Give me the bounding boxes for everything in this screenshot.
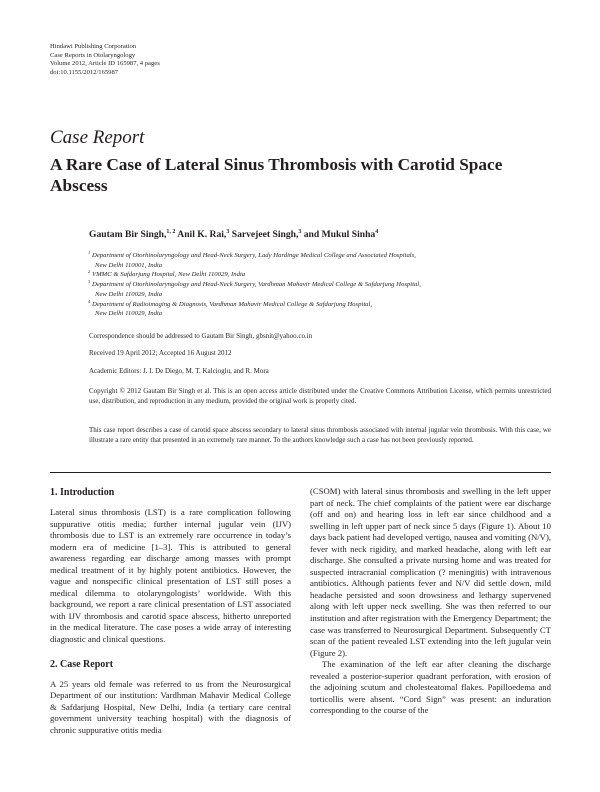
divider [50, 472, 551, 473]
author-affiliation-marker: 3 [298, 229, 302, 235]
affiliation-line: Department of Otorhinolaryngology and Head-Neck Surgery, Lady Hardinge Medical College and Associated Hospitals, [92, 252, 416, 259]
author-affiliation-marker: 4 [375, 229, 379, 235]
author-name: Mukul Sinha [321, 229, 376, 241]
article-title: A Rare Case of Lateral Sinus Thrombosis with Carotid Space Abscess [50, 155, 503, 195]
case-report-continued-paragraph: (CSOM) with lateral sinus thrombosis and swelling in the left upper part of neck. The chief complaints of the patient were ear discharge (off and on) and hearing loss in left ear since childhood and a swelling in left upper part of neck since 5 days (Figure 1). About 10 days back patient had developed vertigo, nausea and vomiting (N/V), fever with neck rigidity, and marked headache, along with left ear discharge. She consulted a private nursing home and was treated for suspected intracranial complication (? meningitis) with intravenous antibiotics. Although patients fever and N/V did settle down, mild headache persisted and soon drowsiness and lethargy supervened along with left upper neck swelling. She was then referred to our institution and after registration with the Emergency Department; the case was transferred to Neurosurgical Department. Subsequently CT scan of the patient revealed LST extending into the left jugular vein (Figure 2). [310, 486, 552, 658]
case-report-paragraph: A 25 years old female was referred to us from the Neurosurgical Department of our institution: Vardhman Mahavir Medical College & Safdarjung Hospital, New Delhi, India (a tertiary care central government university teaching hospital) with the diagnosis of chronic suppurative otitis media [50, 678, 291, 735]
copyright-notice: Copyright © 2012 Gautam Bir Singh et al. This is an open access article distributed under the Creative Commons Attribution License, which permits unrestricted use, distribution, and reproduction in any medium, provided the original work is properly cited. [89, 387, 551, 406]
author-list [89, 229, 378, 240]
section-heading-case-report: 2. Case Report [50, 658, 114, 670]
volume-line: Volume 2012, Article ID 165987, 4 pages [50, 60, 160, 68]
affiliation-number: 1 [88, 250, 91, 255]
doi-line: doi:10.1155/2012/165987 [50, 68, 119, 76]
correspondence: Correspondence should be addressed to Gautam Bir Singh, gbsnit@yahoo.co.in [89, 332, 313, 340]
affiliation-item [89, 270, 559, 280]
article-type: Case Report [50, 127, 145, 148]
affiliation-line: Department of Otorhinolaryngology and Head-Neck Surgery, Vardhman Mahavir Medical College & Safdarjung Hospital, [92, 281, 421, 289]
affiliation-line-continued: New Delhi 110029, India [95, 310, 163, 318]
left-column [50, 486, 291, 736]
received-dates: Received 19 April 2012; Accepted 16 August 2012 [89, 349, 232, 357]
affiliation-line-continued: New Delhi 110029, India [95, 290, 163, 298]
affiliation-line: VMMC & Safdarjung Hospital, New Delhi 110029, India [92, 271, 246, 279]
journal-header [50, 43, 160, 77]
author-name: Sarvejeet Singh, [231, 229, 299, 241]
affiliation-number: 4 [88, 298, 91, 304]
affiliation-line: Department of Radioimaging & Diagnosis, Vardhman Mahavir Medical College & Safdarjung Hospital, [92, 300, 373, 308]
section-heading-introduction: 1. Introduction [50, 487, 115, 498]
publisher-line: Hindawi Publishing Corporation [50, 43, 137, 50]
introduction-paragraph: Lateral sinus thrombosis (LST) is a rare complication following suppurative otitis media; further internal jugular vein (IJV) thrombosis due to LST is an extremely rare occurrence in today’s modern era of medicine [1–3]. This is attributed to general awareness regarding ear discharge among masses with prompt medical treatment of it by highly potent antibiotics. However, the vague and nonspecific clinical presentation of LST still poses a medical dilemma to otolaryngologists’ worldwide. With this background, we report a rare clinical presentation of LST associated with IJV thrombosis and carotid space abscess, hitherto unreported in the medical literature. The case poses a wide array of interesting diagnostic and clinical questions. [50, 507, 291, 645]
affiliation-item [89, 251, 559, 270]
author-separator: and [301, 229, 322, 241]
affiliation-line-continued: New Delhi 110001, India [95, 261, 163, 269]
author-name: Anil K. Rai, [177, 229, 227, 241]
examination-paragraph: The examination of the left ear after cleaning the discharge revealed a posterior-superior quadrant perforation, with erosion of the adjoining scutum and cholesteatomal flakes. Papilloedema and torticollis were absent. “Cord Sign” was present: an induration corresponding to the course of the [310, 659, 551, 716]
affiliation-number: 3 [88, 279, 91, 285]
author-affiliation-marker: 3 [226, 229, 230, 235]
affiliations [89, 251, 559, 319]
affiliation-item [89, 300, 559, 319]
academic-editors: Academic Editors: J. I. De Diego, M. T. Kalcioglu, and R. Mora [89, 367, 269, 375]
author-name: Gautam Bir Singh, [89, 229, 167, 241]
affiliation-number: 2 [88, 269, 91, 275]
affiliation-item [89, 280, 559, 299]
journal-name: Case Reports in Otolaryngology [50, 51, 136, 59]
author-affiliation-marker: 1, 2 [166, 229, 176, 235]
right-column [310, 486, 551, 717]
abstract: This case report describes a case of carotid space abscess secondary to lateral sinus thrombosis associated with internal jugular vein thrombosis. With this case, we illustrate a rare entity that presented in an extremely rare manner. To the authors knowledge such a case has not been previously reported. [89, 426, 551, 445]
